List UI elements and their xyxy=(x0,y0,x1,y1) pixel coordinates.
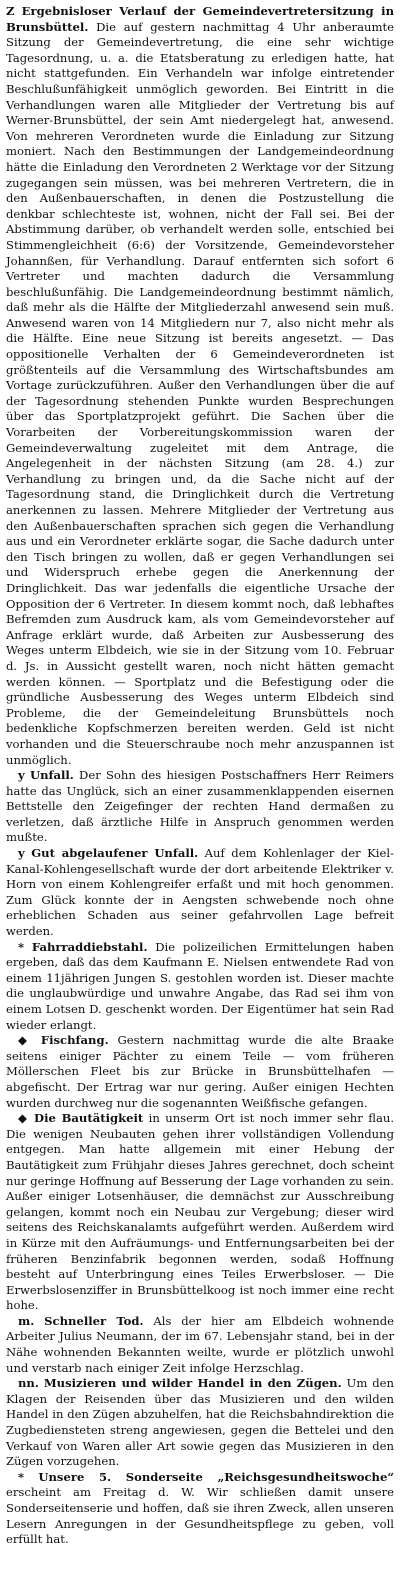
article-fischfang xyxy=(6,1033,394,1111)
article-unfall xyxy=(6,768,394,846)
article-marker: ◆ xyxy=(18,1033,33,1048)
article-schneller-tod xyxy=(6,1314,394,1376)
article-body: Die auf gestern nachmittag 4 Uhr anberaumte Sitzung der Gemeindevertretung, die eine sehr wichtige Tagesordnung, u. a. die Etatsberatung zu erledigen hatte, hat nicht stattgefunden. Ein Verhandeln war infolge eintretender Beschlußunfähigkeit unmöglich geworden. Bei Eintritt in die Verhandlungen waren alle Mitglieder der Vertretung bis auf Werner-Brunsbüttel, der sein Amt niedergelegt hat, anwesend. Von mehreren Verordneten wurde die Einladung zur Sitzung moniert. Nach den Bestimmungen der Landgemeindeordnung hätte die Einladung den Verordneten 2 Werktage vor der Sitzung zugegangen sein müssen, was bei mehreren Vertretern, die in den Außenbauerschaften, in denen die Postzustellung die denkbar schlechteste ist, wohnen, nicht der Fall sei. Bei der Abstimmung darüber, ob verhandelt werden solle, entschied bei Stimmengleichheit (6:6) der Vorsitzende, Gemeindevorsteher Johannßen, für Verhandlung. Darauf entfernten sich sofort 6 Vertreter und machten dadurch die Versammlung beschlußunfähig. Die Landgemeindeordnung bestimmt nämlich, daß mehr als die Hälfte der Mitgliederzahl anwesend sein muß. Anwesend waren von 14 Mitgliedern nur 7, also nicht mehr als die Hälfte. Eine neue Sitzung ist bereits angesetzt. — Das oppositionelle Verhalten der 6 Gemeindeverordneten ist größtenteils auf die Versammlung des Wirtschaftsbundes am Vortage zurückzuführen. Außer den Verhandlungen über die auf der Tagesordnung stehenden Punkte wurden Besprechungen über das Sportplatzprojekt geführt. Die Sachen über die Vorarbeiten der Vorbereitungskommission waren der Gemeindeverwaltung zugeleitet mit dem Antrage, die Angelegenheit in der nächsten Sitzung (am 28. 4.) zur Verhandlung zu bringen und, da die Sache nicht auf der Tagesordnung stand, die Dringlichkeit durch die Vertretung anerkennen zu lassen. Mehrere Mitglieder der Vertretung aus den Außenbauerschaften sprachen sich gegen die Verhandlung aus und ein Verordneter erklärte sogar, die Sache dadurch unter den Tisch bringen zu wollen, daß er gegen Verhandlungen sei und Widerspruch erhebe gegen die Anerkennung der Dringlichkeit. Das war jedenfalls die eigentliche Ursache der Opposition der 6 Vertreter. In diesem kommt noch, daß lebhaftes Befremden zum Ausdruck kam, als vom Gemeindevorsteher auf Anfrage erklärt wurde, daß Arbeiten zur Ausbesserung des Weges unterm Elbdeich, wie sie in der Sitzung vom 10. Februar d. Js. in Aussicht gestellt waren, noch nicht hätten gemacht werden können. — Sportplatz und die Befestigung oder die gründliche Ausbesserung des Weges unterm Elbdeich sind Probleme, die der Gemeindeleitung Brunsbüttels noch bedenkliche Kopfschmerzen bereiten werden. Geld ist nicht vorhanden und die Steuerschraube noch mehr anzuspannen ist unmöglich. xyxy=(6,19,394,767)
article-body: Auf dem Kohlenlager der Kiel-Kanal-Kohlengesellschaft wurde der dort arbeitende Elektriker v. Horn von einem Kohlengreifer erfaßt und mit hoch genommen. Zum Glück konnte der in Aengsten schwebende noch ohne erheblichen Schaden aus seiner gefahrvollen Lage befreit werden. xyxy=(6,846,394,939)
article-marker: y xyxy=(18,768,25,783)
article-headline: Gut abgelaufener Unfall. xyxy=(31,846,199,861)
article-headline: Fahrraddiebstahl. xyxy=(31,939,148,954)
article-gut-abgelaufener-unfall xyxy=(6,846,394,940)
article-gemeindevertretersitzung xyxy=(6,4,394,768)
article-marker: y xyxy=(18,846,25,861)
article-headline: Musizieren und wilder Handel in den Zügen. xyxy=(43,1376,342,1391)
article-body: Die polizeilichen Ermittelungen haben ergeben, daß das dem Kaufmann E. Nielsen entwendete Rad von einem 11jährigen Jungen S. gestohlen worden ist. Dieser machte die unglaubwürdige und unwahre Angabe, das Rad sei ihm von einem Lotsen D. geschenkt worden. Der Eigentümer hat sein Rad wieder erlangt. xyxy=(6,939,394,1032)
article-headline: Ergebnisloser Verlauf der Gemeindevertretersitzung in Brunsbüttel. xyxy=(6,4,394,34)
article-headline: Unfall. xyxy=(29,768,74,783)
article-marker: ◆ xyxy=(18,1111,29,1126)
article-headline: Unsere 5. Sonderseite „Reichsgesundheitswoche“ xyxy=(38,1469,394,1484)
article-marker: * xyxy=(18,1469,25,1484)
article-marker: nn. xyxy=(18,1376,39,1391)
article-body: Um den Klagen der Reisenden über das Musizieren und den wilden Handel in den Zügen abzuhelfen, hat die Reichsbahndirektion die Zugbediensteten streng angewiesen, gegen die Bettelei und den Verkauf von Waren aller Art sowie gegen das Musizieren in den Zügen vorzugehen. xyxy=(6,1376,394,1469)
article-headline: Die Bautätigkeit xyxy=(34,1111,144,1126)
article-bautaetigkeit xyxy=(6,1111,394,1314)
article-musizieren-zuegen xyxy=(6,1376,394,1470)
article-body: erscheint am Freitag d. W. Wir schließen damit unsere Sonderseitenserie und hoffen, daß sie ihren Zweck, allen unseren Lesern Anregungen in der Gesundheitspflege zu geben, voll erfüllt hat. xyxy=(6,1485,394,1547)
article-headline: Fischfang. xyxy=(40,1033,109,1048)
article-marker: m. xyxy=(18,1313,35,1328)
article-sonderseite xyxy=(6,1470,394,1548)
article-body: Gestern nachmittag wurde die alte Braake seitens einiger Pächter zu einem Teile — vom früheren Möllerschen Fleet bis zur Brücke in Brunsbüttelhafen — abgefischt. Der Ertrag war nur gering. Außer einigen Hechten wurden durchweg nur die sogenannten Weißfische gefangen. xyxy=(6,1033,394,1110)
article-fahrraddiebstahl xyxy=(6,940,394,1034)
article-marker: Z xyxy=(6,4,15,18)
article-body: Als der hier am Elbdeich wohnende Arbeiter Julius Neumann, der im 67. Lebensjahr stand, bei in der Nähe wohnenden Bekannten weilte, wurde er plötzlich unwohl und verstarb nach einiger Zeit infolge Herzschlag. xyxy=(6,1313,394,1375)
article-body: Der Sohn des hiesigen Postschaffners Herr Reimers hatte das Unglück, sich an einer zusammenklappenden eisernen Bettstelle den Zeigefinger der rechten Hand dermaßen zu verletzen, daß ärztliche Hilfe in Anspruch genommen werden mußte. xyxy=(6,768,394,845)
article-body: in unserm Ort ist noch immer sehr flau. Die wenigen Neubauten gehen ihrer vollständigen Vollendung entgegen. Man hatte allgemein mit einer Hebung der Bautätigkeit zum Frühjahr dieses Jahres gerechnet, doch scheint nur geringe Hoffnung auf Besserung der Lage vorhanden zu sein. Außer einiger Lotsenhäuser, die demnächst zur Ausschreibung gelangen, kommt noch ein Neubau zur Vergebung; dieser wird seitens des Reichskanalamts aufgeführt werden. Außerdem wird in Kürze mit den Aufräumungs- und Entfernungsarbeiten bei der früheren Benzinfabrik begonnen werden, sodaß Hoffnung besteht auf Unterbringung eines Teiles Erwerbsloser. — Die Erwerbslosenziffer in Brunsbüttelkoog ist noch immer eine recht hohe. xyxy=(6,1111,395,1313)
article-headline: Schneller Tod. xyxy=(44,1313,144,1328)
article-marker: * xyxy=(18,939,25,954)
